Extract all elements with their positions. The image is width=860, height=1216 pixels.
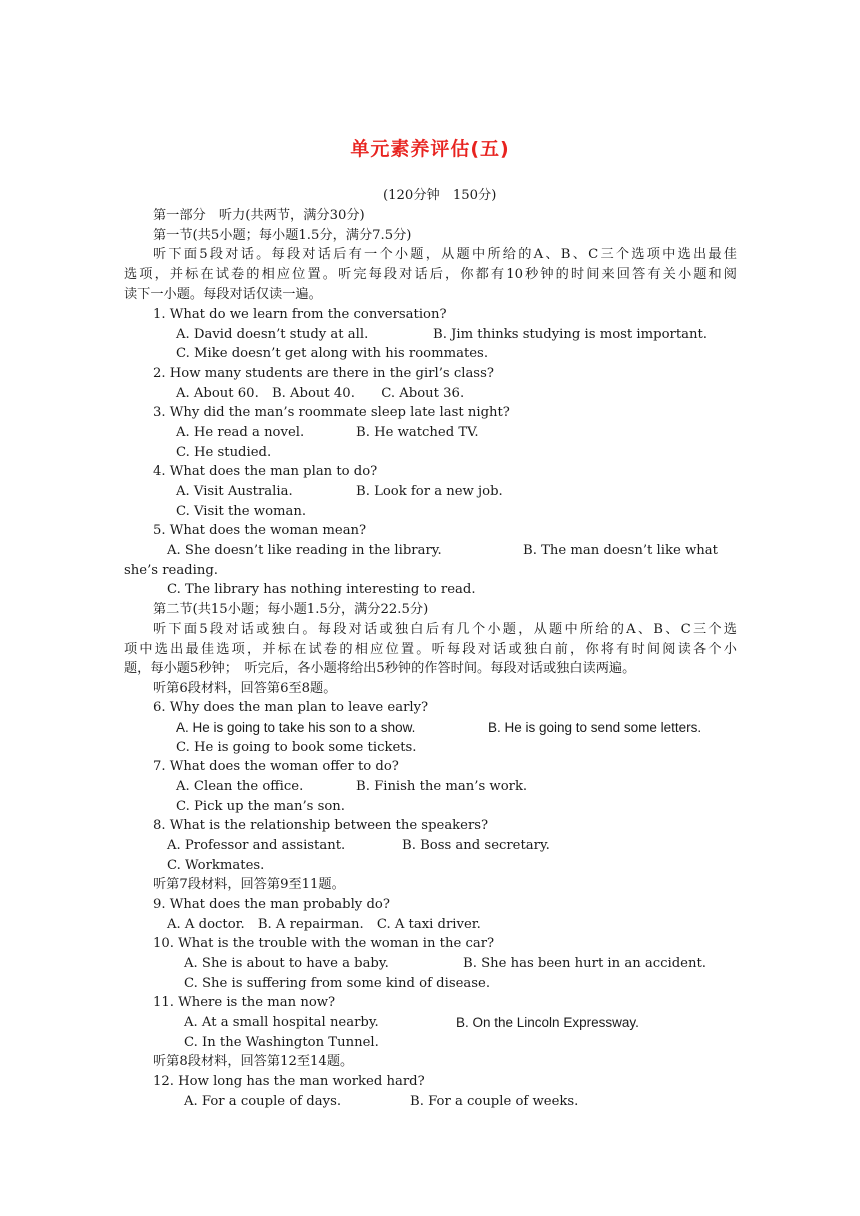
question-stem: 4. What does the man plan to do? xyxy=(153,464,378,479)
option: C. Visit the woman. xyxy=(176,504,307,519)
option: A. David doesn’t study at all. xyxy=(176,327,369,342)
option: A. Clean the office. xyxy=(176,779,304,794)
option: B. Finish the man’s work. xyxy=(356,779,528,794)
option: A. She is about to have a baby. xyxy=(184,956,389,971)
section2-instructions-line: 项中选出最佳选项，并标在试卷的相应位置。听每段对话或独白前，你将有时间阅读各个小 xyxy=(124,642,737,657)
page-title: 单元素养评估(五) xyxy=(350,138,510,160)
section1-instructions-line: 听下面5段对话。每段对话后有一个小题，从题中所给的A、B、C三个选项中选出最佳 xyxy=(153,247,737,262)
option: C. He studied. xyxy=(176,445,272,460)
question-stem: 3. Why did the man’s roommate sleep late last night? xyxy=(153,405,510,420)
section2-instructions-line: 听下面5段对话或独白。每段对话或独白后有几个小题，从题中所给的A、B、C三个选 xyxy=(153,622,737,637)
option: B. He watched TV. xyxy=(356,425,479,440)
question-stem: 12. How long has the man worked hard? xyxy=(153,1074,425,1089)
question-stem: 1. What do we learn from the conversation? xyxy=(153,307,447,322)
option: C. Workmates. xyxy=(167,858,265,873)
option: A. She doesn’t like reading in the library. xyxy=(167,543,442,558)
option: B. Look for a new job. xyxy=(356,484,503,499)
material-heading: 听第7段材料，回答第9至11题。 xyxy=(153,877,345,892)
option: A. At a small hospital nearby. xyxy=(184,1015,379,1030)
option: A. For a couple of days. xyxy=(184,1094,342,1109)
option: B. He is going to send some letters. xyxy=(488,720,702,735)
option: B. She has been hurt in an accident. xyxy=(463,956,706,971)
option-continuation: she’s reading. xyxy=(124,563,218,578)
question-stem: 6. Why does the man plan to leave early? xyxy=(153,700,429,715)
question-stem: 7. What does the woman offer to do? xyxy=(153,759,399,774)
option: C. Mike doesn’t get along with his roommates. xyxy=(176,346,489,361)
section1-instructions-line: 选项，并标在试卷的相应位置。听完每段对话后，你都有10秒钟的时间来回答有关小题和阅 xyxy=(124,267,737,282)
options-line: A. A doctor. B. A repairman. C. A taxi driver. xyxy=(167,917,481,932)
section2-heading: 第二节(共15小题；每小题1.5分，满分22.5分) xyxy=(153,602,429,617)
option: C. Pick up the man’s son. xyxy=(176,799,345,814)
option: B. The man doesn’t like what xyxy=(523,543,718,558)
question-stem: 9. What does the man probably do? xyxy=(153,897,390,912)
option: C. The library has nothing interesting to read. xyxy=(167,582,476,597)
time-score: (120分钟 150分) xyxy=(383,188,497,203)
option: A. Professor and assistant. xyxy=(167,838,346,853)
section2-instructions-line: 题，每小题5秒钟； 听完后，各小题将给出5秒钟的作答时间。每段对话或独白读两遍。 xyxy=(124,661,636,676)
option: B. Boss and secretary. xyxy=(402,838,550,853)
options-line: A. About 60. B. About 40. C. About 36. xyxy=(176,386,465,401)
option: A. He is going to take his son to a show. xyxy=(176,720,416,735)
option: B. For a couple of weeks. xyxy=(410,1094,579,1109)
option: B. On the Lincoln Expressway. xyxy=(456,1015,639,1030)
question-stem: 5. What does the woman mean? xyxy=(153,523,367,538)
question-stem: 10. What is the trouble with the woman in the car? xyxy=(153,936,495,951)
section1-instructions-line: 读下一小题。每段对话仅读一遍。 xyxy=(124,287,322,302)
part-heading: 第一部分 听力(共两节，满分30分) xyxy=(153,208,365,223)
material-heading: 听第6段材料，回答第6至8题。 xyxy=(153,681,337,696)
question-stem: 2. How many students are there in the girl’s class? xyxy=(153,366,494,381)
question-stem: 11. Where is the man now? xyxy=(153,995,336,1010)
option: C. He is going to book some tickets. xyxy=(176,740,417,755)
option: C. In the Washington Tunnel. xyxy=(184,1035,379,1050)
material-heading: 听第8段材料，回答第12至14题。 xyxy=(153,1054,354,1069)
question-stem: 8. What is the relationship between the speakers? xyxy=(153,818,489,833)
option: B. Jim thinks studying is most important. xyxy=(433,327,707,342)
option: A. He read a novel. xyxy=(176,425,305,440)
section1-heading: 第一节(共5小题；每小题1.5分，满分7.5分) xyxy=(153,228,412,243)
option: C. She is suffering from some kind of disease. xyxy=(184,976,491,991)
option: A. Visit Australia. xyxy=(176,484,293,499)
